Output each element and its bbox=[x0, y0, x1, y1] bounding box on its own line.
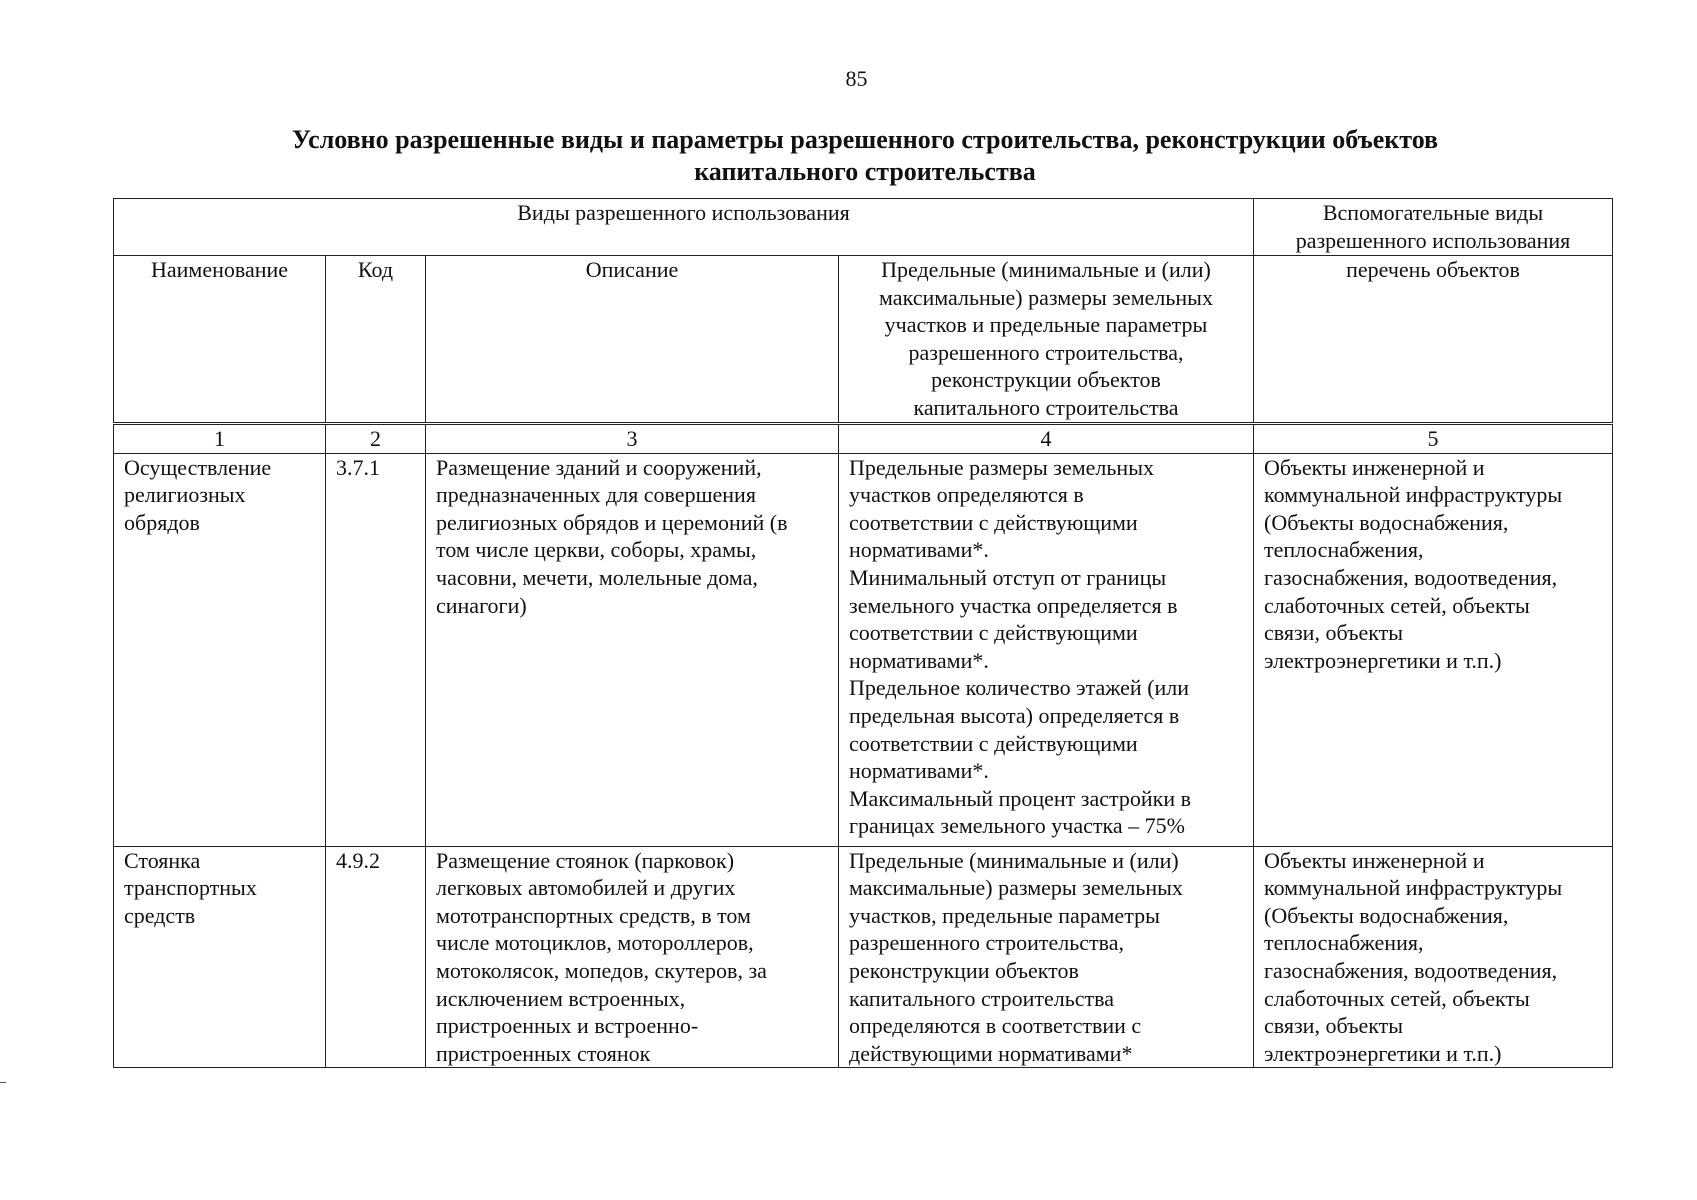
table-column-header-row bbox=[114, 256, 1613, 424]
limits-header-line: Предельные (минимальные и (или) bbox=[881, 257, 1211, 282]
column-header-name: Наименование bbox=[114, 256, 326, 424]
text-line: теплоснабжения, bbox=[1264, 537, 1424, 563]
text-line: Объекты инженерной и bbox=[1264, 454, 1485, 480]
text-line: средств bbox=[124, 902, 196, 928]
text-line: часовни, мечети, молельные дома, bbox=[436, 564, 758, 590]
text-line: синагоги) bbox=[436, 592, 527, 618]
document-title-line-2: капитального строительства bbox=[694, 157, 1036, 186]
text-line: Размещение зданий и сооружений, bbox=[436, 454, 762, 480]
text-line: мотоколясок, мопедов, скутеров, за bbox=[436, 957, 767, 983]
limits-header-line: участков и предельные параметры bbox=[884, 312, 1208, 338]
document-title bbox=[150, 124, 1580, 188]
text-line: Стоянка bbox=[124, 847, 201, 873]
text-line: Максимальный процент застройки в bbox=[849, 785, 1191, 811]
column-number: 4 bbox=[839, 423, 1254, 453]
column-number-row bbox=[114, 423, 1613, 453]
text-line: слаботочных сетей, объекты bbox=[1264, 985, 1530, 1011]
header-aux-line: Вспомогательные виды bbox=[1322, 200, 1544, 225]
column-number: 2 bbox=[326, 423, 426, 453]
text-line: коммунальной инфраструктуры bbox=[1264, 482, 1563, 508]
header-auxiliary-uses bbox=[1254, 199, 1613, 256]
text-line: разрешенного строительства, bbox=[849, 930, 1124, 956]
text-line: нормативами*. bbox=[849, 537, 989, 563]
text-line: Предельные размеры земельных bbox=[849, 454, 1154, 480]
text-line: транспортных bbox=[124, 875, 257, 901]
column-header-limits bbox=[839, 256, 1254, 424]
text-line: (Объекты водоснабжения, bbox=[1264, 509, 1509, 535]
text-line: числе мотоциклов, мотороллеров, bbox=[436, 930, 754, 956]
text-line: соответствии с действующими bbox=[849, 730, 1138, 756]
cell-description bbox=[426, 453, 839, 846]
header-permitted-uses: Виды разрешенного использования bbox=[114, 199, 1254, 256]
text-line: исключением встроенных, bbox=[436, 985, 686, 1011]
column-header-code: Код bbox=[326, 256, 426, 424]
text-line: Предельные (минимальные и (или) bbox=[849, 847, 1179, 873]
text-line: электроэнергетики и т.п.) bbox=[1264, 647, 1502, 673]
text-line: том числе церкви, соборы, храмы, bbox=[436, 537, 757, 563]
cell-limits bbox=[839, 453, 1254, 846]
cell-description bbox=[426, 846, 839, 1068]
page-number: 85 bbox=[845, 66, 868, 91]
cell-code: 4.9.2 bbox=[326, 846, 426, 1068]
column-number: 3 bbox=[426, 423, 839, 453]
text-line: участков, предельные параметры bbox=[849, 902, 1160, 928]
text-line: участков определяются в bbox=[849, 482, 1084, 508]
text-line: (Объекты водоснабжения, bbox=[1264, 902, 1509, 928]
text-line: нормативами*. bbox=[849, 758, 989, 784]
text-line: Предельное количество этажей (или bbox=[849, 675, 1190, 701]
header-aux-line: разрешенного использования bbox=[1295, 227, 1571, 253]
scan-margin-mark bbox=[0, 1082, 6, 1083]
column-header-aux-list: перечень объектов bbox=[1254, 256, 1613, 424]
limits-header-line: максимальные) размеры земельных bbox=[879, 284, 1213, 310]
text-line: Размещение стоянок (парковок) bbox=[436, 847, 735, 873]
cell-aux-objects bbox=[1254, 846, 1613, 1068]
text-line: связи, объекты bbox=[1264, 620, 1404, 646]
text-line: религиозных bbox=[124, 482, 246, 508]
text-line: границах земельного участка – 75% bbox=[849, 813, 1185, 839]
zoning-table bbox=[113, 198, 1613, 1068]
cell-aux-objects bbox=[1254, 453, 1613, 846]
text-line: максимальные) размеры земельных bbox=[849, 875, 1183, 901]
column-number: 1 bbox=[114, 423, 326, 453]
cell-limits bbox=[839, 846, 1254, 1068]
text-line: легковых автомобилей и других bbox=[436, 875, 736, 901]
text-line: Осуществление bbox=[124, 454, 272, 480]
cell-name bbox=[114, 453, 326, 846]
text-line: коммунальной инфраструктуры bbox=[1264, 875, 1563, 901]
text-line: мототранспортных средств, в том bbox=[436, 902, 751, 928]
table-group-header-row bbox=[114, 199, 1613, 256]
text-line: соответствии с действующими bbox=[849, 620, 1138, 646]
text-line: капитального строительства bbox=[849, 985, 1115, 1011]
text-line: определяются в соответствии с bbox=[849, 1013, 1142, 1039]
text-line: предназначенных для совершения bbox=[436, 482, 756, 508]
text-line: пристроенных и встроенно- bbox=[436, 1013, 699, 1039]
column-header-description: Описание bbox=[426, 256, 839, 424]
text-line: Объекты инженерной и bbox=[1264, 847, 1485, 873]
cell-code: 3.7.1 bbox=[326, 453, 426, 846]
text-line: газоснабжения, водоотведения, bbox=[1264, 957, 1558, 983]
document-title-line-1: Условно разрешенные виды и параметры разрешенного строительства, реконструкции объектов bbox=[291, 125, 1439, 154]
column-number: 5 bbox=[1254, 423, 1613, 453]
text-line: соответствии с действующими bbox=[849, 509, 1138, 535]
text-line: обрядов bbox=[124, 509, 200, 535]
limits-header-line: капитального строительства bbox=[913, 394, 1179, 420]
limits-header-line: разрешенного строительства, bbox=[908, 339, 1184, 365]
text-line: газоснабжения, водоотведения, bbox=[1264, 564, 1558, 590]
table-row bbox=[114, 846, 1613, 1068]
text-line: действующими нормативами* bbox=[849, 1040, 1133, 1066]
table-row bbox=[114, 453, 1613, 846]
text-line: предельная высота) определяется в bbox=[849, 702, 1180, 728]
text-line: связи, объекты bbox=[1264, 1013, 1404, 1039]
text-line: Минимальный отступ от границы bbox=[849, 564, 1167, 590]
text-line: земельного участка определяется в bbox=[849, 592, 1178, 618]
text-line: пристроенных стоянок bbox=[436, 1040, 651, 1066]
text-line: реконструкции объектов bbox=[849, 957, 1079, 983]
text-line: теплоснабжения, bbox=[1264, 930, 1424, 956]
text-line: электроэнергетики и т.п.) bbox=[1264, 1040, 1502, 1066]
limits-header-line: реконструкции объектов bbox=[931, 367, 1161, 393]
cell-name bbox=[114, 846, 326, 1068]
text-line: религиозных обрядов и церемоний (в bbox=[436, 509, 788, 535]
text-line: нормативами*. bbox=[849, 647, 989, 673]
text-line: слаботочных сетей, объекты bbox=[1264, 592, 1530, 618]
